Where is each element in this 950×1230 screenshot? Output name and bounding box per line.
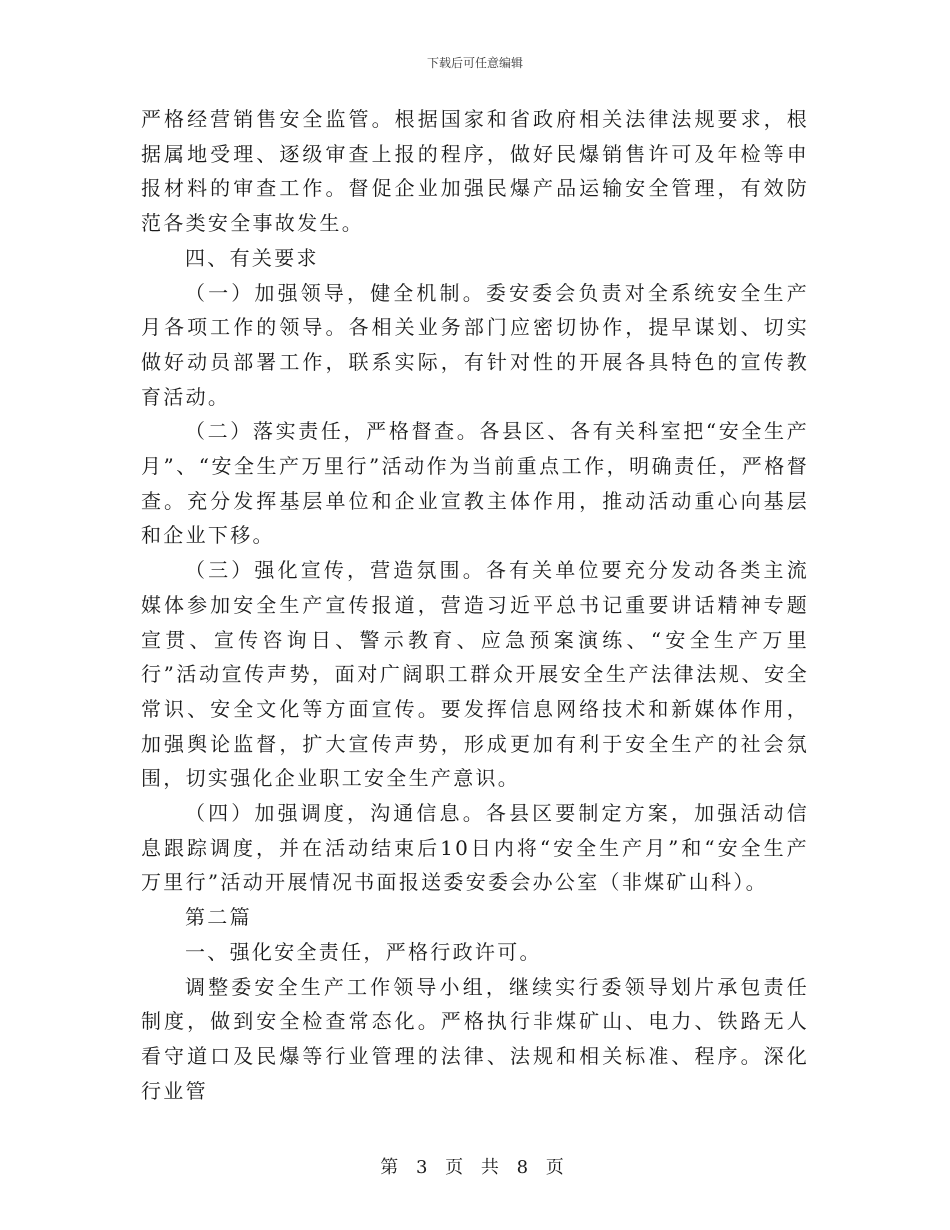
page-footer: 第 3 页 共 8 页	[380, 1157, 570, 1178]
paragraph-requirement-3: （三）强化宣传，营造氛围。各有关单位要充分发动各类主流媒体参加安全生产宣传报道，营造习近平总书记重要讲话精神专题宣贯、宣传咨询日、警示教育、应急预案演练、“安全生产万里行”活动宣传声势，面对广阔职工群众开展安全生产法律法规、安全常识、安全文化等方面宣传。要发挥信息网络技术和新媒体作用，加强舆论监督，扩大宣传声势，形成更加有利于安全生产的社会氛围，切实强化企业职工安全生产意识。	[141, 558, 809, 791]
paragraph-requirement-2: （二）落实责任，严格督查。各县区、各有关科室把“安全生产月”、“安全生产万里行”活动作为当前重点工作，明确责任，严格督查。充分发挥基层单位和企业宣教主体作用，推动活动重心向基层和企业下移。	[141, 419, 809, 548]
document-body	[141, 102, 809, 1108]
paragraph-1: 严格经营销售安全监管。根据国家和省政府相关法律法规要求，根据属地受理、逐级审查上报的程序，做好民爆销售许可及年检等申报材料的审查工作。督促企业加强民爆产品运输安全管理，有效防范各类安全事故发生。	[141, 107, 809, 236]
paragraph-requirement-1: （一）加强领导，健全机制。委安委会负责对全系统安全生产月各项工作的领导。各相关业务部门应密切协作，提早谋划、切实做好动员部署工作，联系实际，有针对性的开展各具特色的宣传教育活动。	[141, 280, 809, 409]
paragraph-safety-responsibility: 调整委安全生产工作领导小组，继续实行委领导划片承包责任制度，做到安全检查常态化。严格执行非煤矿山、电力、铁路无人看守道口及民爆等行业管理的法律、法规和相关标准、程序。深化行业管	[141, 974, 809, 1103]
chapter-heading-second: 第二篇	[185, 905, 252, 930]
section-heading-requirements: 四、有关要求	[185, 245, 319, 270]
section-heading-safety-responsibility: 一、强化安全责任，严格行政许可。	[185, 939, 542, 964]
page-header: 下载后可任意编辑	[426, 56, 523, 70]
paragraph-requirement-4: （四）加强调度，沟通信息。各县区要制定方案，加强活动信息跟踪调度，并在活动结束后10日内将“安全生产月”和“安全生产万里行”活动开展情况书面报送委安委会办公室（非煤矿山科）。	[141, 801, 809, 895]
